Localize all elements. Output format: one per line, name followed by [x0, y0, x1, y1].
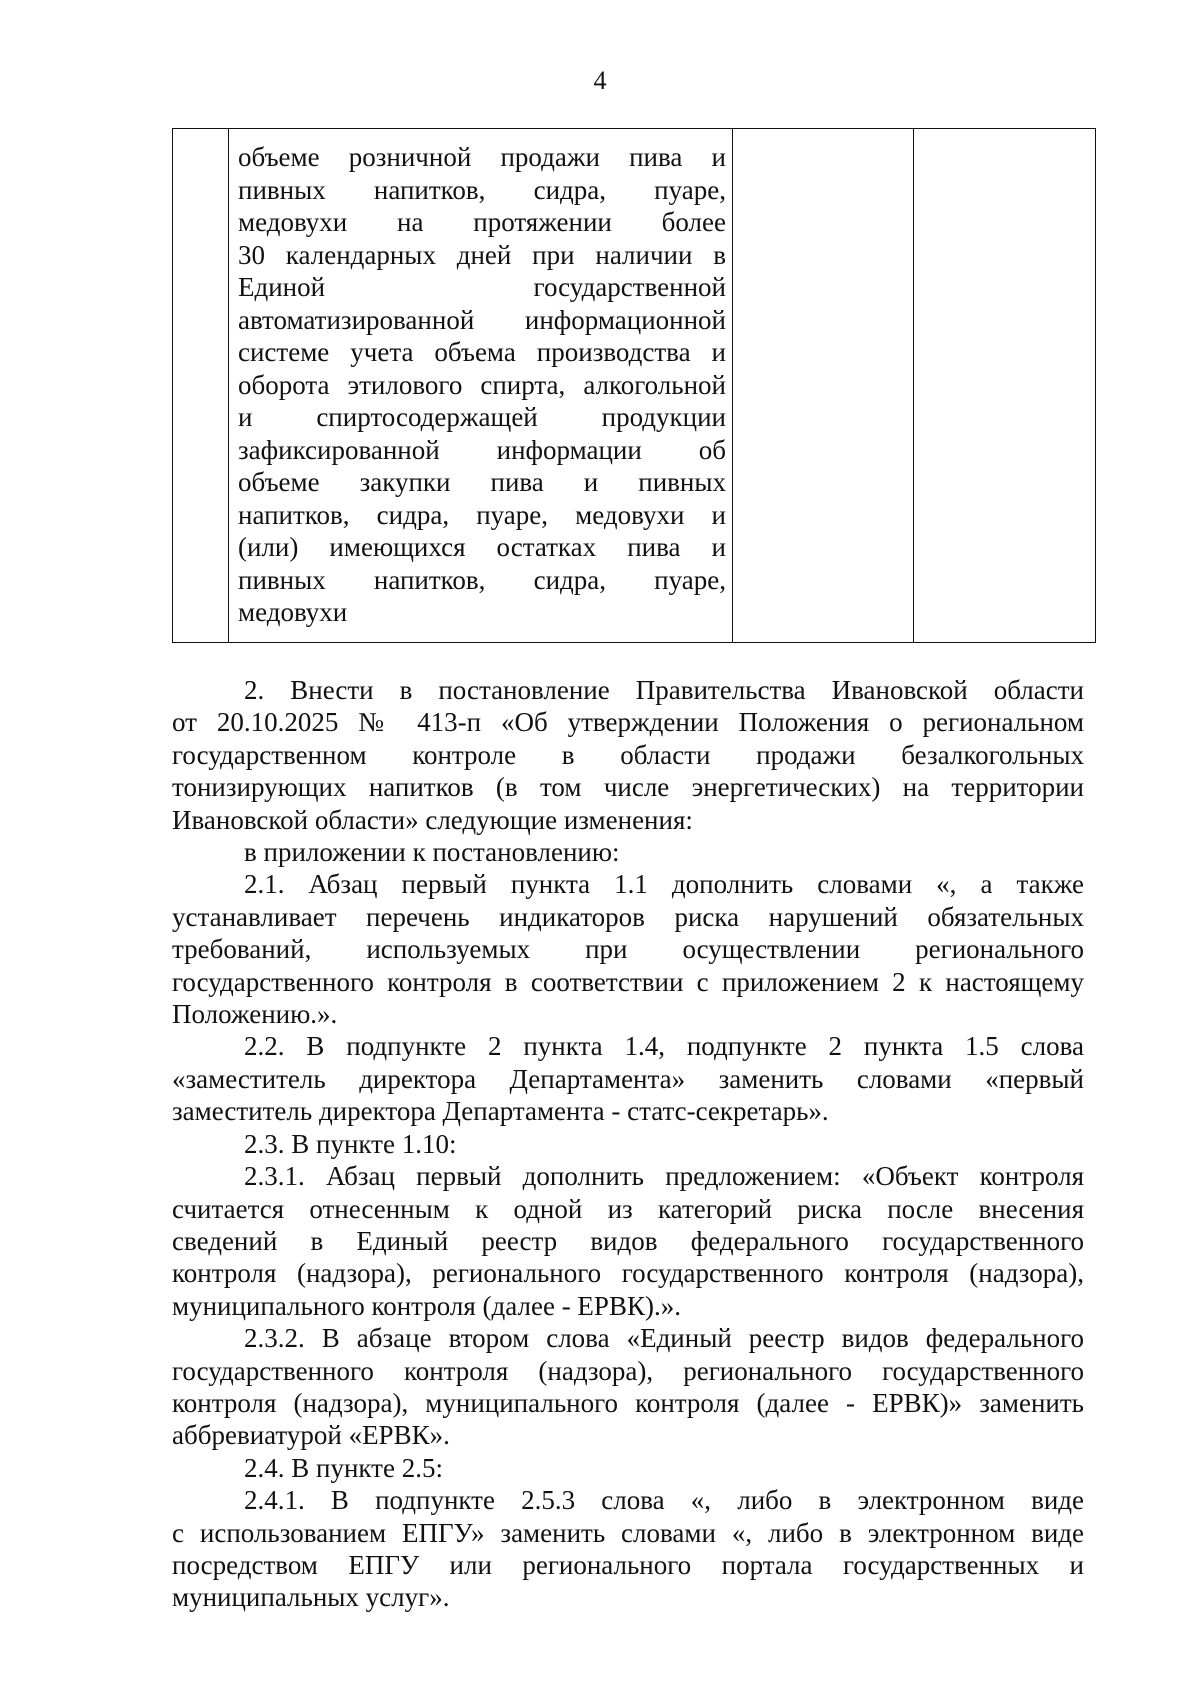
table-cell-line: оборота этилового спирта, алкогольной [238, 369, 726, 400]
page-number: 4 [593, 66, 607, 95]
table-cell-line: Единой государственной [238, 272, 726, 302]
paragraph-2-4: 2.4. В пункте 2.5: [244, 1452, 443, 1483]
paragraph-2-3: 2.3. В пункте 1.10: [244, 1128, 457, 1159]
paragraph-line: муниципального контроля (далее - ЕРВК).». [172, 1290, 681, 1321]
paragraph-line: государственном контроле в области продажи безалкогольных [172, 739, 1084, 770]
paragraph-line: считается отнесенным к одной из категорий риска после внесения [172, 1193, 1084, 1224]
table-cell-empty [914, 129, 1096, 643]
paragraph-line: муниципальных услуг». [172, 1582, 450, 1613]
paragraph-line: тонизирующих напитков (в том числе энергетических) на территории [172, 772, 1084, 803]
table-cell-line: объеме розничной продажи пива и [238, 142, 726, 172]
table-cell-description [229, 129, 733, 643]
paragraph-line: контроля (надзора), регионального государственного контроля (надзора), [172, 1258, 1084, 1289]
table-cell-line: зафиксированной информации об [238, 434, 726, 465]
paragraph-line: 2.3.2. В абзаце втором слова «Единый реестр видов федерального [244, 1323, 1084, 1354]
continuation-table [172, 128, 1096, 643]
table-cell-line: объеме закупки пива и пивных [238, 467, 726, 497]
table-cell-line: медовухи на протяжении более [238, 207, 726, 237]
paragraph-2-1 [172, 868, 1084, 1030]
paragraph-line: с использованием ЕПГУ» заменить словами «, либо в электронном виде [172, 1517, 1084, 1548]
table-cell-line: и спиртосодержащей продукции [238, 402, 726, 432]
table-cell-text [229, 129, 732, 629]
paragraph-line: заместитель директора Департамента - статс-секретарь». [172, 1096, 829, 1127]
paragraph-line: Положению.». [172, 999, 338, 1030]
paragraph-2-2 [172, 1030, 1084, 1127]
paragraph-2-3-2 [172, 1322, 1084, 1452]
paragraph-line: 2.1. Абзац первый пункта 1.1 дополнить словами «, а также [244, 869, 1084, 900]
table-cell-line: системе учета объема производства и [238, 337, 726, 367]
paragraph-line: 2.2. В подпункте 2 пункта 1.4, подпункте 2 пункта 1.5 слова [244, 1031, 1084, 1062]
paragraph-line: государственного контроля (надзора), регионального государственного [172, 1355, 1084, 1386]
document-body [172, 674, 1084, 1614]
table-cell-empty [733, 129, 914, 643]
table-cell-line: напитков, сидра, пуаре, медовухи и [238, 499, 726, 530]
paragraph-2 [172, 674, 1084, 836]
paragraph-line: контроля (надзора), муниципального контроля (далее - ЕРВК)» заменить [172, 1387, 1084, 1418]
paragraph-line: государственного контроля в соответствии с приложением 2 к настоящему [172, 966, 1084, 997]
table-cell-line: (или) имеющихся остатках пива и [238, 532, 726, 562]
paragraph-line: аббревиатурой «ЕРВК». [172, 1420, 450, 1451]
table-cell-number [173, 129, 229, 643]
paragraph-line: от 20.10.2025 № 413-п «Об утверждении Положения о региональном [172, 707, 1084, 738]
table-cell-line: автоматизированной информационной [238, 304, 726, 335]
paragraph-2-3-1 [172, 1160, 1084, 1322]
paragraph-line: устанавливает перечень индикаторов риска нарушений обязательных [172, 901, 1084, 932]
table-cell-line: 30 календарных дней при наличии в [238, 239, 726, 270]
paragraph-appendix: в приложении к постановлению: [244, 837, 620, 868]
paragraph-line: Ивановской области» следующие изменения: [172, 804, 693, 835]
table-cell-line: пивных напитков, сидра, пуаре, [238, 174, 726, 205]
table-cell-line: медовухи [238, 597, 348, 627]
paragraph-line: 2. Внести в постановление Правительства Ивановской области [244, 675, 1084, 705]
table-cell-line: пивных напитков, сидра, пуаре, [238, 564, 726, 595]
paragraph-2-4-1 [172, 1484, 1084, 1614]
paragraph-line: требований, используемых при осуществлении регионального [172, 934, 1084, 965]
paragraph-line: 2.4.1. В подпункте 2.5.3 слова «, либо в электронном виде [244, 1485, 1084, 1516]
paragraph-line: сведений в Единый реестр видов федерального государственного [172, 1225, 1084, 1256]
table-row [173, 129, 1096, 643]
paragraph-line: посредством ЕПГУ или регионального портала государственных и [172, 1549, 1084, 1580]
paragraph-line: «заместитель директора Департамента» заменить словами «первый [172, 1063, 1084, 1094]
paragraph-line: 2.3.1. Абзац первый дополнить предложением: «Объект контроля [244, 1161, 1084, 1192]
